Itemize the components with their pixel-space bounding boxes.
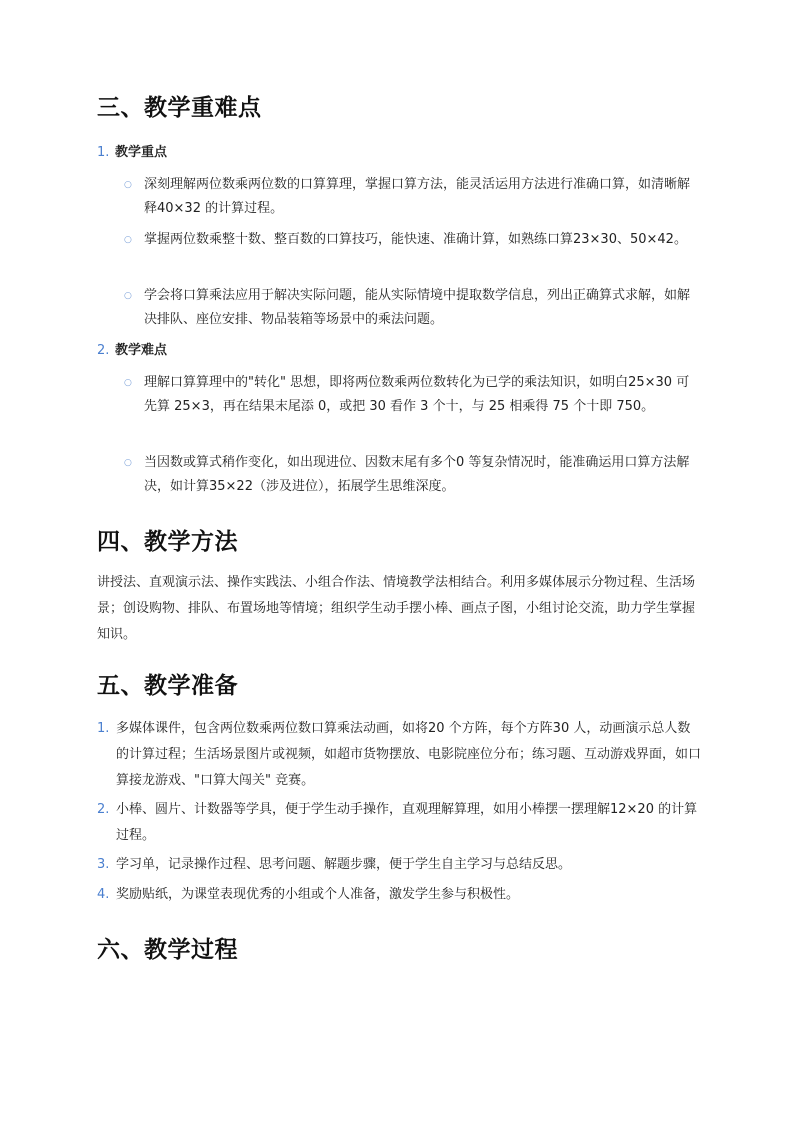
- list-number: 1.: [97, 721, 110, 736]
- bullet-text: 理解口算算理中的"转化" 思想，即将两位数乘两位数转化为已学的乘法知识，如明白25×30 可先算 25×3，再在结果末尾添 0，或把 30 看作 3 个十，与 25 相乘得 75 个十即 750。: [144, 375, 690, 414]
- hollow-circle-bullet-icon: ○: [124, 235, 132, 245]
- bullet-text: 深刻理解两位数乘两位数的口算算理，掌握口算方法，能灵活运用方法进行准确口算，如清晰解释40×32 的计算过程。: [144, 177, 691, 216]
- section-heading-preparation: 五、教学准备: [97, 673, 238, 699]
- hollow-circle-bullet-icon: ○: [124, 180, 132, 190]
- bullet-item: [124, 451, 696, 499]
- list-item-text: 多媒体课件，包含两位数乘两位数口算乘法动画，如将20 个方阵，每个方阵30 人，动画演示总人数的计算过程；生活场景图片或视频，如超市货物摆放、电影院座位分布；练习题、互动游戏界面，如口算接龙游戏、"口算大闯关" 竞赛。: [116, 721, 702, 788]
- bullet-text: 学会将口算乘法应用于解决实际问题，能从实际情境中提取数学信息，列出正确算式求解，如解决排队、座位安排、物品装箱等场景中的乘法问题。: [144, 288, 691, 327]
- bullet-text: 掌握两位数乘整十数、整百数的口算技巧，能快速、准确计算，如熟练口算23×30、50×42。: [144, 232, 687, 247]
- hollow-circle-bullet-icon: ○: [124, 291, 132, 301]
- hollow-circle-bullet-icon: ○: [124, 458, 132, 468]
- list-number: 2.: [97, 802, 110, 817]
- list-item-text: 奖励贴纸，为课堂表现优秀的小组或个人准备，激发学生参与积极性。: [116, 887, 520, 902]
- list-number: 3.: [97, 857, 110, 872]
- bullet-item: [124, 228, 696, 252]
- bullet-text: 当因数或算式稍作变化，如出现进位、因数末尾有多个0 等复杂情况时，能准确运用口算方法解决，如计算35×22（涉及进位），拓展学生思维深度。: [144, 455, 690, 494]
- subheading-label: 教学重点: [115, 145, 168, 160]
- section-heading-methods: 四、教学方法: [97, 529, 238, 555]
- methods-paragraph: 讲授法、直观演示法、操作实践法、小组合作法、情境教学法相结合。利用多媒体展示分物过程、生活场景；创设购物、排队、布置场地等情境；组织学生动手摆小棒、画点子图，小组讨论交流，助力学生掌握知识。: [97, 575, 696, 642]
- list-number: 4.: [97, 887, 110, 902]
- section-heading-process: 六、教学过程: [97, 937, 238, 963]
- list-item: [97, 882, 702, 908]
- subheading-label: 教学难点: [115, 343, 168, 358]
- list-item: [97, 797, 702, 849]
- bullet-item: [124, 371, 696, 419]
- bullet-item: [124, 284, 696, 332]
- list-number: 1.: [97, 145, 110, 160]
- subheading-difficult-points: [97, 341, 167, 361]
- list-item-text: 学习单，记录操作过程、思考问题、解题步骤，便于学生自主学习与总结反思。: [116, 857, 572, 872]
- list-item: [97, 852, 702, 878]
- subheading-key-points: [97, 143, 167, 163]
- list-number: 2.: [97, 343, 110, 358]
- bullet-item: [124, 173, 696, 221]
- hollow-circle-bullet-icon: ○: [124, 378, 132, 388]
- list-item: [97, 716, 702, 794]
- section-heading-difficulties: 三、教学重难点: [97, 95, 262, 121]
- list-item-text: 小棒、圆片、计数器等学具，便于学生动手操作，直观理解算理，如用小棒摆一摆理解12×20 的计算过程。: [116, 802, 698, 843]
